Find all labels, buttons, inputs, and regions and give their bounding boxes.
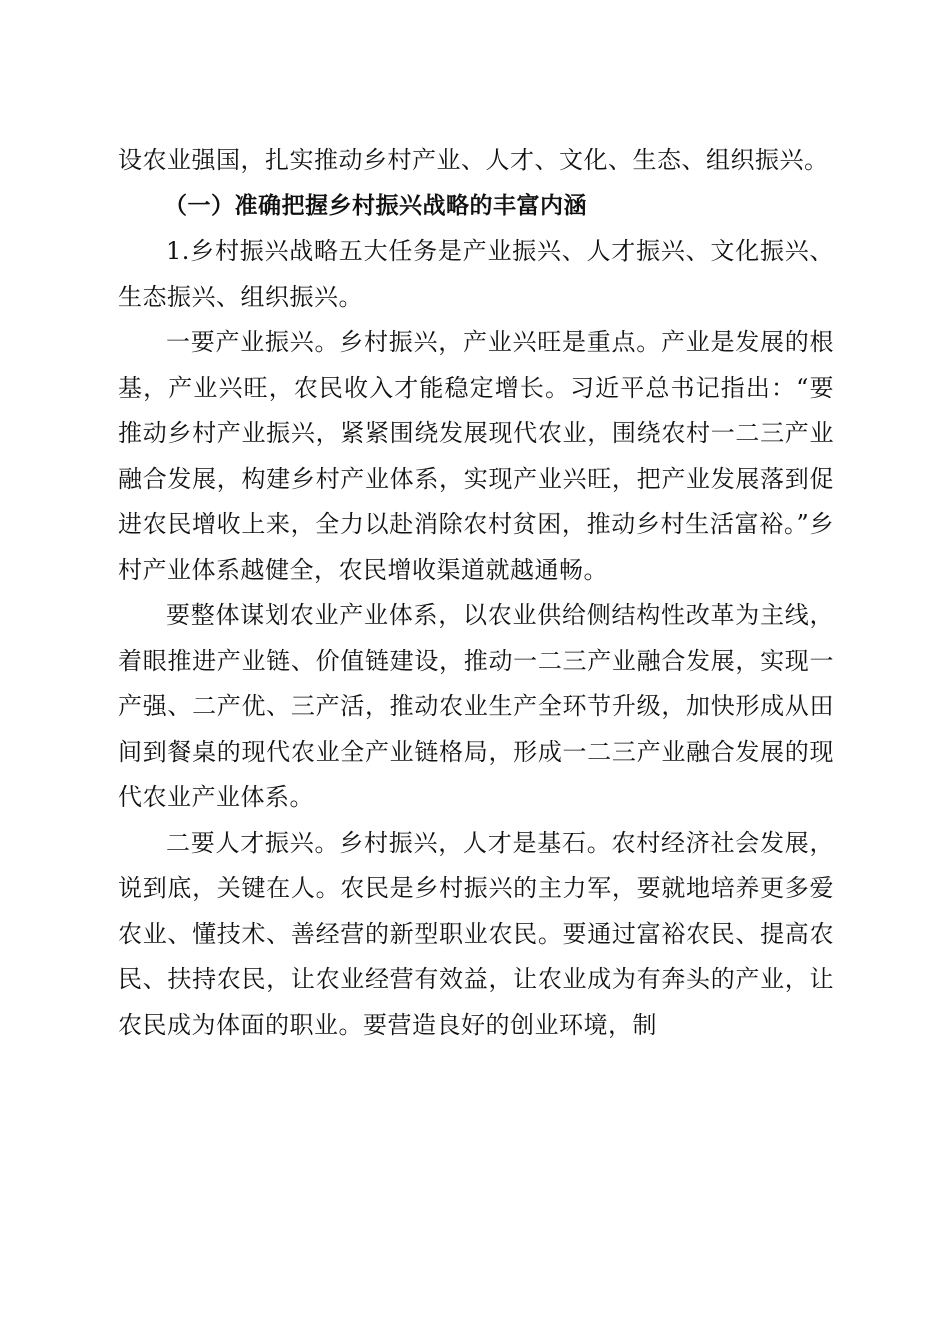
paragraph-talent-revitalization: 二要人才振兴。乡村振兴，人才是基石。农村经济社会发展，说到底，关键在人。农民是乡村振兴的主力军，要就地培养更多爱农业、懂技术、善经营的新型职业农民。要通过富裕农民、提高农民、扶持农民，让农业经营有效益，让农业成为有奔头的产业，让农民成为体面的职业。要营造良好的创业环境，制 [118, 828, 834, 1039]
paragraph-five-tasks: 1.乡村振兴战略五大任务是产业振兴、人才振兴、文化振兴、生态振兴、组织振兴。 [118, 237, 834, 311]
document-body [118, 138, 834, 1048]
section-heading: （一）准确把握乡村振兴战略的丰富内涵 [164, 192, 587, 219]
paragraph-industry-system: 要整体谋划农业产业体系，以农业供给侧结构性改革为主线，着眼推进产业链、价值链建设，推动一二三产业融合发展，实现一产强、二产优、三产活，推动农业生产全环节升级，加快形成从田间到餐桌的现代农业全产业链格局，形成一二三产业融合发展的现代农业产业体系。 [118, 601, 834, 811]
paragraph-industry-revitalization: 一要产业振兴。乡村振兴，产业兴旺是重点。产业是发展的根基，产业兴旺，农民收入才能稳定增长。习近平总书记指出：“要推动乡村产业振兴，紧紧围绕发展现代农业，围绕农村一二三产业融合发展，构建乡村产业体系，实现产业兴旺，把产业发展落到促进农民增收上来，全力以赴消除农村贫困，推动乡村生活富裕。”乡村产业体系越健全，农民增收渠道就越通畅。 [118, 328, 834, 584]
paragraph-continuation: 设农业强国，扎实推动乡村产业、人才、文化、生态、组织振兴。 [118, 146, 829, 174]
